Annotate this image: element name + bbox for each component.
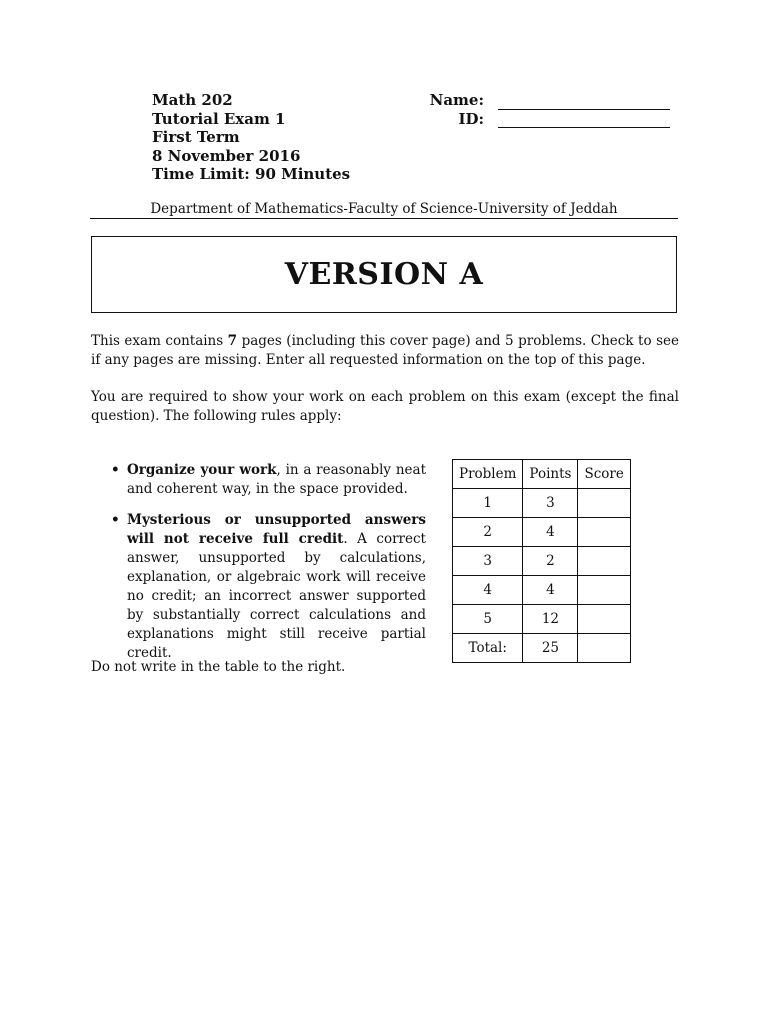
problem-number: 5	[453, 605, 523, 634]
id-field-row	[420, 110, 680, 129]
table-row	[453, 547, 631, 576]
rule-item	[110, 461, 426, 499]
table-row	[453, 605, 631, 634]
version-box	[91, 236, 677, 313]
rules-intro-paragraph: You are required to show your work on each problem on this exam (except the final question). The following rules apply:	[91, 389, 679, 424]
course-info	[152, 91, 350, 184]
intro-text-after: pages (including this cover page) and 5 problems. Check to see if any pages are missing. Enter all requested information on the top of this page.	[91, 333, 679, 368]
problem-number: 2	[453, 518, 523, 547]
time-limit: Time Limit: 90 Minutes	[152, 165, 351, 184]
problem-score	[578, 518, 630, 547]
header-problem: Problem	[453, 460, 523, 489]
rule-text: . A correct answer, unsupported by calculations, explanation, or algebraic work will receive no credit; an incorrect answer supported by substantially correct calculations and explanations might still receive partial credit.	[127, 531, 426, 661]
student-fields	[420, 91, 680, 128]
id-blank-line	[498, 113, 670, 128]
intro-paragraph	[91, 332, 679, 370]
name-label: Name:	[429, 91, 484, 109]
rule-text: , in a reasonably neat and coherent way, in the space provided.	[127, 462, 426, 497]
problem-score	[578, 547, 630, 576]
total-row	[453, 634, 631, 663]
problem-score	[578, 489, 630, 518]
bullet-icon: •	[111, 512, 120, 528]
intro-text-before: This exam contains	[91, 333, 228, 349]
rules-list	[110, 461, 426, 663]
problem-points: 2	[523, 547, 578, 576]
table-note: Do not write in the table to the right.	[91, 659, 346, 675]
table-row	[453, 518, 631, 547]
header-score: Score	[578, 460, 630, 489]
rule-heading: Mysterious or unsupported answers will not receive full credit	[127, 512, 426, 547]
table-row	[453, 576, 631, 605]
page-count: 7	[227, 333, 238, 349]
exam-title: Tutorial Exam 1	[152, 109, 286, 128]
version-title: VERSION A	[284, 257, 484, 292]
department-line: Department of Mathematics-Faculty of Science-University of Jeddah	[150, 201, 618, 217]
name-field-row	[420, 91, 680, 110]
id-label: ID:	[458, 109, 484, 128]
rule-item	[110, 511, 426, 663]
bullet-icon: •	[111, 462, 120, 478]
problem-points: 3	[523, 489, 578, 518]
term: First Term	[152, 128, 240, 147]
total-points: 25	[523, 634, 578, 663]
table-row	[453, 489, 631, 518]
problem-score	[578, 605, 630, 634]
total-label: Total:	[453, 634, 523, 663]
problem-points: 4	[523, 576, 578, 605]
problem-number: 4	[453, 576, 523, 605]
header-points: Points	[523, 460, 578, 489]
problem-score	[578, 576, 630, 605]
problem-number: 3	[453, 547, 523, 576]
score-table-header	[453, 460, 631, 489]
rule-heading: Organize your work	[127, 462, 277, 478]
problem-points: 12	[523, 605, 578, 634]
name-blank-line	[498, 95, 670, 110]
course-code: Math 202	[152, 91, 233, 109]
total-score	[578, 634, 630, 663]
department-rule	[90, 218, 678, 219]
problem-number: 1	[453, 489, 523, 518]
score-table	[452, 459, 631, 663]
exam-date: 8 November 2016	[152, 146, 301, 165]
problem-points: 4	[523, 518, 578, 547]
